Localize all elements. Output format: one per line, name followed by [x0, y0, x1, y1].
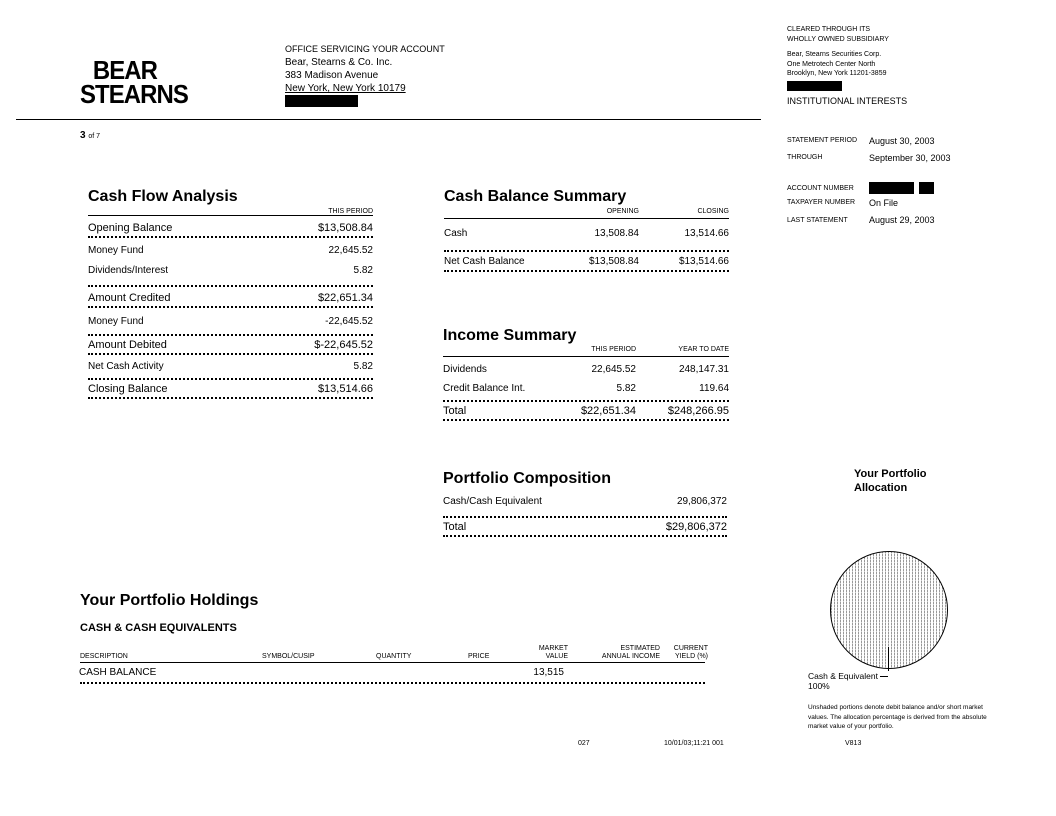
divider	[443, 419, 729, 421]
closing-value: 13,514.66	[684, 228, 729, 239]
page-number-of: of 7	[88, 133, 101, 140]
page-number-value: 3	[80, 130, 86, 141]
col-ytd: YEAR TO DATE	[678, 346, 729, 353]
divider	[444, 218, 729, 219]
label: Dividends	[443, 364, 487, 375]
divider	[88, 285, 373, 287]
last-statement-label: LAST STATEMENT	[787, 217, 848, 224]
ytd-value: 248,147.31	[678, 364, 729, 375]
cash-flow-title: Cash Flow Analysis	[88, 188, 238, 205]
value: $22,651.34	[317, 292, 373, 304]
portfolio-composition	[443, 470, 727, 537]
col-price: PRICE	[468, 653, 490, 660]
cash-flow-analysis	[88, 188, 373, 399]
closing-balance-row	[88, 383, 373, 397]
closing-value: $13,514.66	[678, 256, 729, 267]
net-cash-balance-row	[444, 256, 729, 270]
holdings-header-rule	[80, 662, 705, 663]
col-this-period: THIS PERIOD	[591, 346, 636, 353]
institutional-interests: INSTITUTIONAL INTERESTS	[787, 96, 908, 106]
amount-credited-row	[88, 292, 373, 306]
footer-code-1: 027	[578, 740, 590, 747]
col-description: DESCRIPTION	[80, 653, 128, 660]
slice-percent: 100%	[808, 681, 830, 691]
divider	[443, 356, 729, 357]
divider	[443, 516, 727, 518]
pie-slice-label	[808, 671, 888, 691]
col-estimated-income	[590, 645, 660, 661]
divider	[88, 397, 373, 399]
allocation-title-2: Allocation	[854, 482, 908, 494]
period-value: $22,651.34	[580, 405, 636, 417]
label: Dividends/Interest	[88, 265, 169, 276]
header-rule	[16, 119, 761, 120]
clearing-line-1: CLEARED THROUGH ITS	[787, 26, 871, 33]
period-value: 22,645.52	[591, 364, 636, 375]
through-label: THROUGH	[787, 154, 823, 161]
col-estimated-income-1: ESTIMATED	[620, 645, 660, 652]
divider	[88, 236, 373, 238]
total-row	[443, 405, 729, 419]
statement-period-label: STATEMENT PERIOD	[787, 137, 858, 144]
col-market-value-2: VALUE	[545, 653, 568, 660]
col-quantity: QUANTITY	[376, 653, 412, 660]
col-market-value-1: MARKET	[538, 645, 568, 652]
office-line-1: Bear, Stearns & Co. Inc.	[285, 57, 393, 68]
cash-flow-col-header: THIS PERIOD	[328, 208, 373, 215]
col-market-value	[520, 645, 568, 661]
taxpayer-label: TAXPAYER NUMBER	[787, 199, 856, 206]
divider	[88, 215, 373, 216]
clearing-addr-2: One Metrotech Center North	[787, 60, 876, 68]
divider	[444, 250, 729, 252]
value: $29,806,372	[665, 521, 727, 533]
col-estimated-income-2: ANNUAL INCOME	[601, 653, 660, 660]
ytd-value: 119.64	[699, 383, 729, 394]
label: Credit Balance Int.	[443, 383, 526, 394]
label: Closing Balance	[88, 383, 168, 395]
value: 29,806,372	[676, 496, 727, 507]
dividends-row	[443, 364, 729, 378]
portfolio-title: Portfolio Composition	[443, 470, 611, 487]
divider	[443, 400, 729, 402]
income-summary	[443, 327, 729, 421]
divider	[88, 306, 373, 308]
holding-description: CASH BALANCE	[79, 667, 157, 678]
bear-stearns-logo	[80, 55, 188, 109]
money-fund-debit-row	[88, 316, 373, 330]
amount-debited-row	[88, 339, 373, 353]
clearing-addr-1: Bear, Stearns Securities Corp.	[787, 51, 882, 58]
allocation-title	[854, 467, 927, 495]
col-closing: CLOSING	[697, 208, 729, 215]
label: Net Cash Balance	[444, 256, 525, 267]
cash-equivalent-row	[443, 496, 727, 510]
net-cash-activity-row	[88, 361, 373, 375]
footer-code-2: V813	[845, 740, 862, 747]
redaction-bar	[285, 95, 358, 107]
ytd-value: $248,266.95	[667, 405, 729, 417]
redaction-bar	[787, 81, 842, 91]
col-current-yield-2: YIELD (%)	[674, 653, 708, 660]
holdings-title: Your Portfolio Holdings	[80, 592, 259, 609]
divider	[88, 353, 373, 355]
value: -22,645.52	[325, 316, 373, 327]
col-opening: OPENING	[606, 208, 639, 215]
clearing-line-2: WHOLLY OWNED SUBSIDIARY	[787, 35, 889, 43]
logo-line-1: BEAR	[92, 55, 157, 85]
label: Total	[443, 521, 467, 533]
label: Money Fund	[88, 316, 144, 327]
holdings-subtitle: CASH & CASH EQUIVALENTS	[80, 622, 237, 634]
office-line-2: 383 Madison Avenue	[285, 70, 379, 81]
label: Opening Balance	[88, 222, 173, 234]
label: Cash/Cash Equivalent	[443, 496, 542, 507]
cash-balance-summary	[444, 188, 729, 272]
divider	[443, 535, 727, 537]
allocation-title-1: Your Portfolio	[854, 468, 927, 480]
last-statement-value: August 29, 2003	[869, 215, 935, 225]
value: $13,514.66	[317, 383, 373, 395]
label: Net Cash Activity	[88, 361, 164, 372]
pie-leader-line	[888, 647, 889, 671]
divider	[88, 334, 373, 336]
cash-row	[444, 228, 729, 242]
clearing-block	[787, 25, 907, 107]
account-number-label: ACCOUNT NUMBER	[787, 185, 854, 192]
value: $-22,645.52	[314, 339, 373, 351]
label: Money Fund	[88, 245, 144, 256]
clearing-addr-3: Brooklyn, New York 11201-3859	[787, 70, 887, 77]
value: 22,645.52	[328, 245, 373, 256]
taxpayer-value: On File	[869, 198, 899, 208]
logo-line-2: STEARNS	[80, 79, 188, 109]
col-current-yield	[668, 645, 708, 661]
opening-value: $13,508.84	[588, 256, 639, 267]
slice-name: Cash & Equivalent	[808, 671, 878, 681]
holdings-row-rule	[80, 682, 705, 684]
label: Amount Debited	[88, 339, 167, 351]
divider	[88, 378, 373, 380]
money-fund-row	[88, 245, 373, 259]
value: $13,508.84	[317, 222, 373, 234]
office-servicing-block	[285, 43, 445, 111]
statement-period-value: August 30, 2003	[869, 136, 935, 146]
through-value: September 30, 2003	[869, 153, 951, 163]
value: 5.82	[353, 361, 373, 372]
account-redaction-2	[919, 182, 934, 194]
opening-value: 13,508.84	[594, 228, 639, 239]
page-number	[80, 130, 100, 141]
label: Cash	[444, 228, 468, 239]
label: Amount Credited	[88, 292, 171, 304]
total-row	[443, 521, 727, 535]
income-title: Income Summary	[443, 327, 577, 344]
footer-timestamp: 10/01/03;11:21 001	[664, 740, 724, 747]
col-symbol: SYMBOL/CUSIP	[262, 653, 315, 660]
cash-balance-title: Cash Balance Summary	[444, 188, 627, 205]
value: 5.82	[353, 265, 373, 276]
office-heading: OFFICE SERVICING YOUR ACCOUNT	[285, 44, 445, 54]
office-line-3: New York, New York 10179	[285, 83, 406, 94]
label: Total	[443, 405, 467, 417]
allocation-note: Unshaded portions denote debit balance and/or short market values. The allocation percentage is derived from the absolute market value of your portfolio.	[808, 704, 987, 730]
opening-balance-row	[88, 222, 373, 236]
allocation-pie-chart	[830, 551, 948, 669]
credit-balance-row	[443, 383, 729, 397]
account-redaction	[869, 182, 914, 194]
col-current-yield-1: CURRENT	[673, 645, 708, 652]
divider	[444, 270, 729, 272]
period-value: 5.82	[616, 383, 636, 394]
holding-market-value: 13,515	[533, 667, 564, 678]
dividends-row	[88, 265, 373, 279]
